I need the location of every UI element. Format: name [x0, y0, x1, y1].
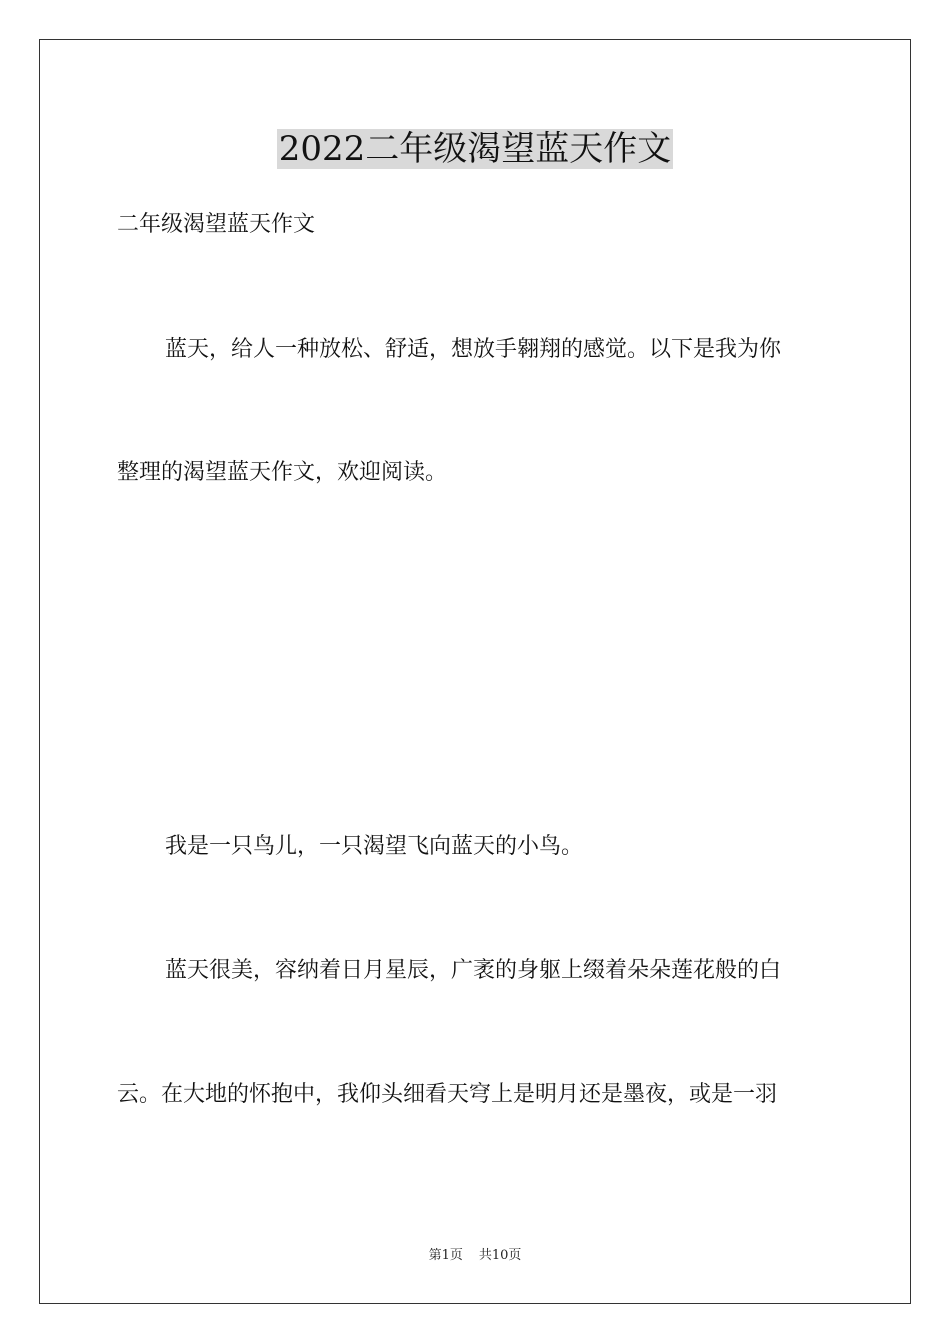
page-footer — [0, 1247, 950, 1265]
paragraph-3-line-2: 云。在大地的怀抱中，我仰头细看天穹上是明月还是墨夜，或是一羽 — [117, 1082, 778, 1107]
document-title — [0, 127, 950, 171]
page-number: 第1页 — [428, 1248, 463, 1263]
paragraph-1-line-2: 整理的渴望蓝天作文，欢迎阅读。 — [117, 460, 448, 485]
document-title-text: 2022二年级渴望蓝天作文 — [278, 129, 672, 169]
paragraph-2-line-1: 我是一只鸟儿，一只渴望飞向蓝天的小鸟。 — [165, 834, 584, 859]
page-total: 共10页 — [478, 1248, 522, 1263]
document-subtitle: 二年级渴望蓝天作文 — [117, 212, 316, 237]
paragraph-3-line-1: 蓝天很美，容纳着日月星辰，广袤的身躯上缀着朵朵莲花般的白 — [165, 958, 782, 983]
paragraph-1-line-1: 蓝天，给人一种放松、舒适，想放手翱翔的感觉。以下是我为你 — [165, 337, 782, 362]
